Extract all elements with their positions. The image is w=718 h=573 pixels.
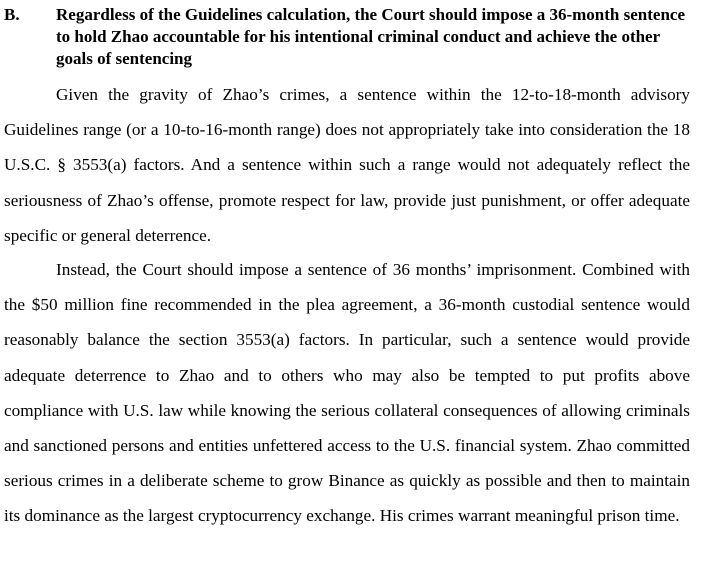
body-paragraph-2: Instead, the Court should impose a sentence of 36 months’ imprisonment. Combined with the $50 million fine recommended in the plea agreement, a 36-month custodial sentence would reasonably balance the section 3553(a) factors. In particular, such a sentence would provide adequate deterrence to Zhao and to others who may also be tempted to put profits above compliance with U.S. law while knowing the serious collateral consequences of allowing criminals and sanctioned persons and entities unfettered access to the U.S. financial system. Zhao committed serious crimes in a deliberate scheme to grow Binance as quickly as possible and then to maintain its dominance as the largest cryptocurrency exchange. His crimes warrant meaningful prison time. (4, 260, 690, 526)
body-paragraph-1: Given the gravity of Zhao’s crimes, a sentence within the 12-to-18-month advisory Guidelines range (or a 10-to-16-month range) does not appropriately take into consideration the 18 U.S.C. § 3553(a) factors. And a sentence within such a range would not adequately reflect the seriousness of Zhao’s offense, promote respect for law, provide just punishment, or offer adequate specific or general deterrence. (4, 85, 690, 245)
section-letter: B. (4, 5, 20, 24)
section-heading-text: Regardless of the Guidelines calculation, the Court should impose a 36-month sentence to hold Zhao accountable for his intentional criminal conduct and achieve the other goals of sentencing (56, 5, 685, 68)
section-heading (4, 4, 694, 70)
